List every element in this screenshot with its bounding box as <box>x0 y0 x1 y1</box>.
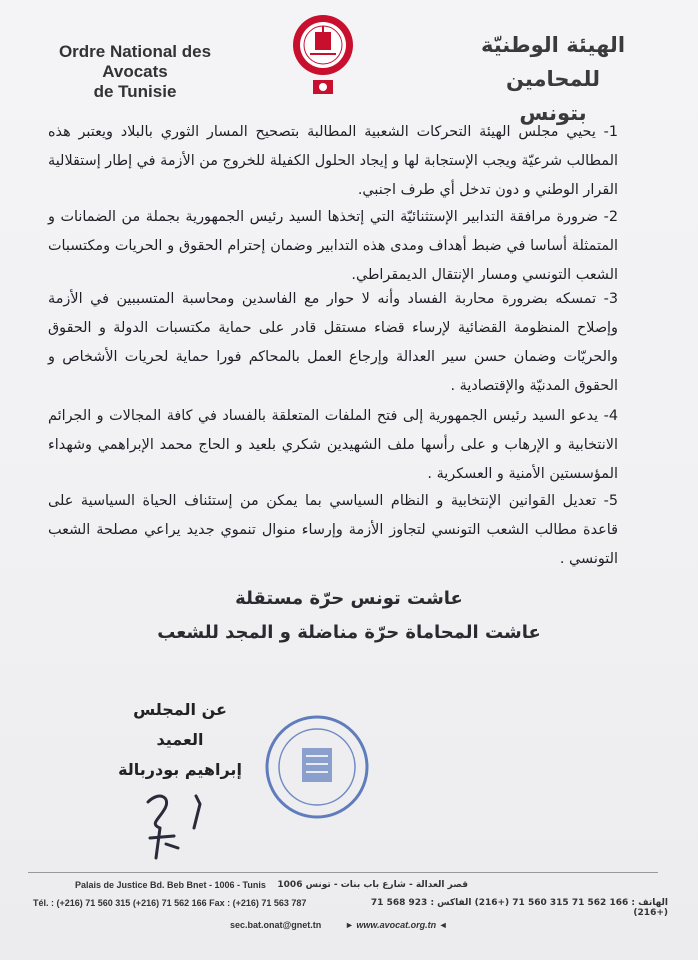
signature-name: إبراهيم بودربالة <box>118 760 242 779</box>
org-name-fr-line2: de Tunisie <box>93 82 177 101</box>
signature-title: العميد <box>156 730 204 749</box>
org-name-ar-line2: بتونس <box>519 101 587 125</box>
footer-email[interactable]: sec.bat.onat@gnet.tn <box>230 920 322 930</box>
footer-website[interactable]: ► www.avocat.org.tn ◄ <box>345 920 448 930</box>
bar-association-logo <box>288 12 358 98</box>
paragraph-3: 3- تمسكه بضرورة محاربة الفساد وأنه لا حوار مع الفاسدين ومحاسبة المتسببين في الأزمة وإصلاح المنظومة القضائية لإرساء قضاء مستقل قادر على حماية مكتسبات الدولة و الحقوق والحريّات وضمان حسن سير العدالة وإرجاع العمل بالمحاكم فورا حماية لحريات الأشخاص و الحقوق المدنيّة والإقتصادية . <box>48 291 618 394</box>
org-name-fr-line1: Ordre National des Avocats <box>58 42 212 81</box>
official-stamp <box>262 712 372 822</box>
slogan-1: عاشت تونس حرّة مستقلة <box>235 588 463 609</box>
org-name-fr <box>40 42 230 102</box>
footer-divider <box>28 872 658 873</box>
footer-phones-ar: الهاتف : 166 562 71 315 560 71 (+216) الفاكس : 923 568 71 (+216) <box>370 898 668 918</box>
footer-phones-fr: Tél. : (+216) 71 560 315 (+216) 71 562 166 Fax : (+216) 71 563 787 <box>33 898 307 908</box>
paragraph-1: 1- يحيي مجلس الهيئة التحركات الشعبية المطالبة بتصحيح المسار الثوري بالبلاد ويعتبر هذه المطالب شرعيّة ويجب الإستجابة لها و إيجاد الحلول الكفيلة للخروج من الأزمة في إطار إستقلالية القرار الوطني و دون تدخل أي طرف اجنبي. <box>48 124 618 198</box>
org-name-ar-line1: الهيئة الوطنيّة للمحامين <box>480 33 626 91</box>
org-name-ar <box>443 28 663 130</box>
signature-council: عن المجلس <box>133 700 227 719</box>
paragraph-4: 4- يدعو السيد رئيس الجمهورية إلى فتح الملفات المتعلقة بالفساد في كافة المجالات و الجرائم الانتخابية و الإرهاب و على رأسها ملف الشهيدين شكري بلعيد و الحاج محمد الإبراهمي وشهداء المؤسستين الأمنية و العسكرية . <box>48 408 618 482</box>
slogan-2: عاشت المحاماة حرّة مناضلة و المجد للشعب <box>157 622 541 643</box>
handwritten-signature <box>130 784 230 864</box>
footer-address-ar: قصر العدالة - شارع باب بنات - تونس 1006 <box>277 880 468 890</box>
paragraph-2: 2- ضرورة مرافقة التدابير الإستثنائيّة التي إتخذها السيد رئيس الجمهورية بجملة من الضمانات و المتمثلة أساسا في ضبط أهداف ومدى هذه التدابير وضمان إحترام الحقوق و الحريات ومكتسبات الشعب التونسي ومسار الإنتقال الديمقراطي. <box>48 209 618 283</box>
paragraph-5: 5- تعديل القوانين الإنتخابية و النظام السياسي بما يمكن من إستئناف الحياة السياسية على قاعدة مطالب الشعب التونسي لتجاوز الأزمة وإرساء منوال تنموي جديد يراعي مصلحة الشعب التونسي . <box>48 493 618 567</box>
footer-address-fr: Palais de Justice Bd. Beb Bnet - 1006 - Tunis <box>75 880 266 890</box>
